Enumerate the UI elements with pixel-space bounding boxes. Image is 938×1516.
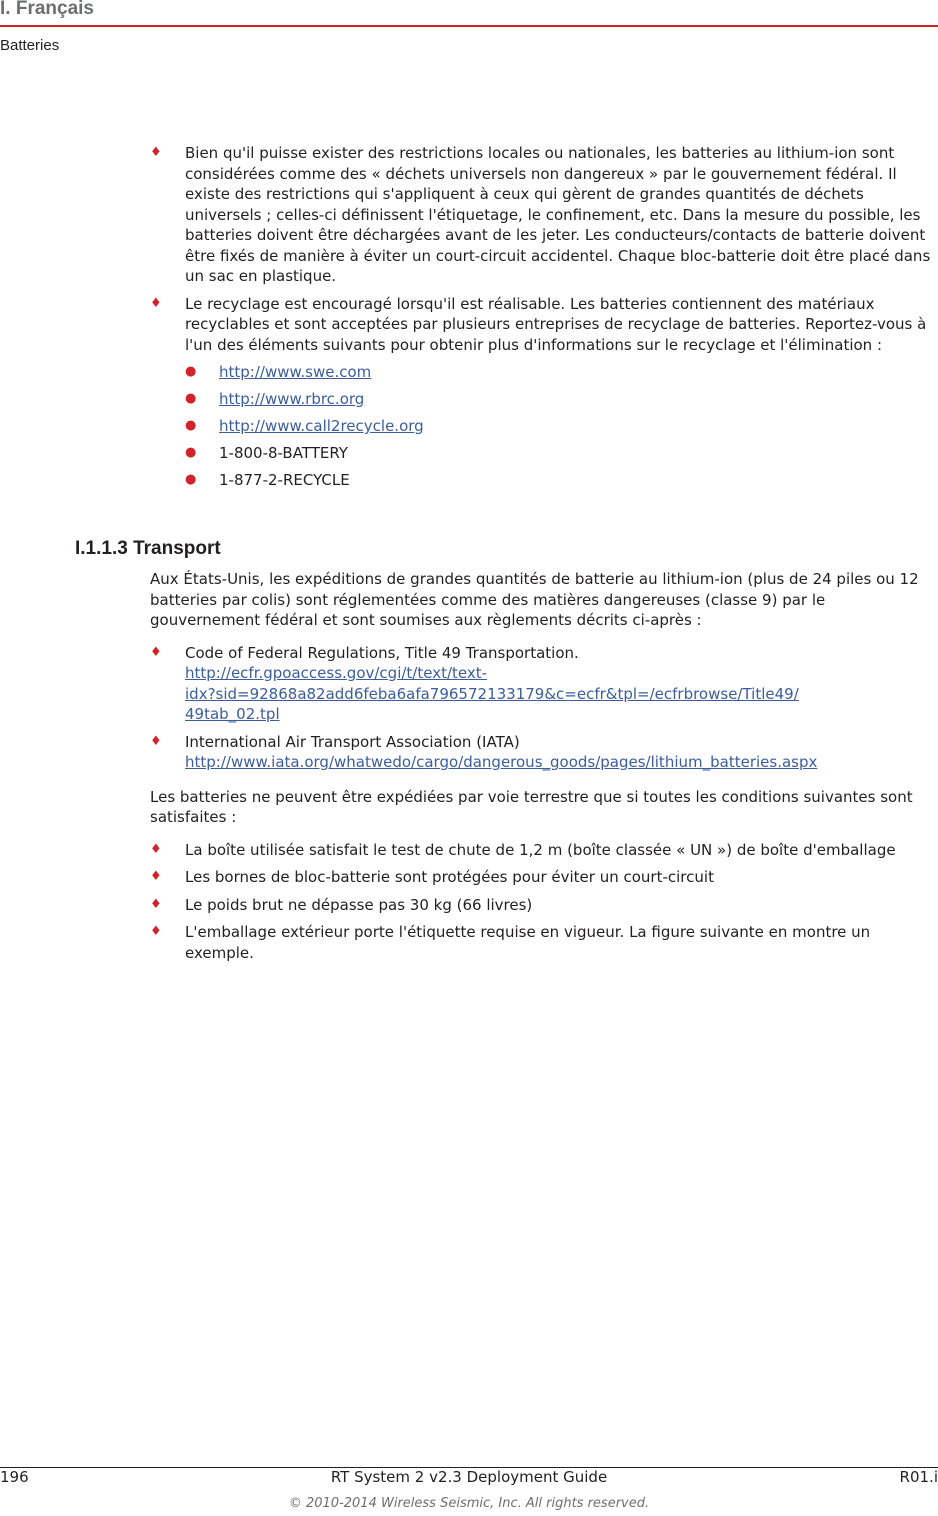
regulation-title: Code of Federal Regulations, Title 49 Transportation.	[185, 643, 579, 662]
red-dot-icon: ●	[185, 418, 197, 433]
resource-item	[185, 389, 938, 410]
resource-item	[185, 416, 938, 437]
revision: R01.i	[899, 1468, 938, 1486]
conditions-list	[150, 840, 938, 964]
red-dot-icon: ●	[185, 472, 197, 487]
conditions-intro: Les batteries ne peuvent être expédiées par voie terrestre que si toutes les conditions suivantes sont satisfaites :	[150, 787, 913, 826]
regulations-list	[150, 643, 938, 773]
list-item	[150, 895, 938, 916]
list-item-text: Bien qu'il puisse exister des restrictions locales ou nationales, les batteries au lithium-ion sont considérées comme des « déchets universels non dangereux » par le gouvernement fédéral. Il existe des restrictions qui s'appliquent à ceux qui gèrent de grandes quantités de déchets universels ; celles-ci définissent l'étiquetage, le confinement, etc. Dans la mesure du possible, les batteries doivent être déchargées avant de les jeter. Les conducteurs/contacts de batterie doivent être fixés de manière à éviter un court-circuit accidentel. Chaque bloc-batterie doit être placé dans un sac en plastique.	[185, 144, 931, 285]
list-item-text: Le recyclage est encouragé lorsqu'il est réalisable. Les batteries contiennent des matériaux recyclables et sont acceptées par plusieurs entreprises de recyclage de batteries. Reportez-vous à l'un des éléments suivants pour obtenir plus d'informations sur le recyclage et l'élimination :	[185, 294, 927, 354]
list-item	[150, 840, 938, 861]
red-dot-icon: ●	[185, 445, 197, 460]
resource-item	[185, 443, 938, 464]
red-diamond-icon: ♦	[150, 733, 162, 749]
regulation-title: International Air Transport Association (IATA)	[185, 732, 520, 751]
red-diamond-icon: ♦	[150, 644, 162, 660]
resource-item	[185, 470, 938, 491]
recycle-phone: 1-877-2-RECYCLE	[219, 471, 350, 489]
ecfr-link-line[interactable]: 49tab_02.tpl	[185, 705, 280, 723]
red-diamond-icon: ♦	[150, 295, 162, 311]
ecfr-link-line[interactable]: http://ecfr.gpoaccess.gov/cgi/t/text/text-	[185, 664, 488, 682]
condition-text: L'emballage extérieur porte l'étiquette requise en vigueur. La figure suivante en montre un exemple.	[185, 923, 871, 962]
list-item	[150, 922, 938, 963]
header-rule	[0, 25, 938, 27]
transport-heading: I.1.1.3 Transport	[75, 538, 221, 559]
red-diamond-icon: ♦	[150, 896, 162, 912]
disposal-list	[150, 143, 938, 491]
red-dot-icon: ●	[185, 391, 197, 406]
condition-text: La boîte utilisée satisfait le test de chute de 1,2 m (boîte classée « UN ») de boîte d'emballage	[185, 840, 896, 859]
swe-link[interactable]: http://www.swe.com	[219, 363, 372, 381]
transport-block	[150, 569, 938, 970]
resource-item	[185, 362, 938, 383]
list-item	[150, 294, 938, 491]
section-title: Batteries	[0, 37, 60, 54]
condition-text: Les bornes de bloc-batterie sont protégées pour éviter un court-circuit	[185, 868, 714, 886]
red-diamond-icon: ♦	[150, 841, 162, 857]
ecfr-link-line[interactable]: idx?sid=92868a82add6feba6afa796572133179&c=ecfr&tpl=/ecfrbrowse/Title49/	[185, 684, 799, 703]
chapter-title: I. Français	[0, 0, 94, 19]
disposal-block	[150, 143, 938, 498]
list-item	[150, 867, 938, 888]
transport-intro: Aux États-Unis, les expéditions de grandes quantités de batterie au lithium-ion (plus de 24 piles ou 12 batteries par colis) sont réglementées comme des matières dangereuses (classe 9) par le gouvernement fédéral et sont soumises aux règlements décrits ci-après :	[150, 570, 919, 629]
list-item	[150, 643, 938, 725]
recycling-resource-list	[185, 362, 938, 491]
list-item	[150, 732, 938, 773]
page-number: 196	[0, 1468, 29, 1486]
red-diamond-icon: ♦	[150, 145, 162, 160]
iata-link[interactable]: http://www.iata.org/whatwedo/cargo/dangerous_goods/pages/lithium_batteries.aspx	[185, 753, 818, 771]
rbrc-link[interactable]: http://www.rbrc.org	[219, 390, 365, 408]
red-diamond-icon: ♦	[150, 869, 162, 884]
list-item	[150, 143, 938, 287]
red-dot-icon: ●	[185, 364, 197, 379]
copyright: © 2010-2014 Wireless Seismic, Inc. All rights reserved.	[288, 1496, 650, 1511]
battery-phone: 1-800-8-BATTERY	[219, 444, 348, 462]
red-diamond-icon: ♦	[150, 924, 162, 939]
call2recycle-link[interactable]: http://www.call2recycle.org	[219, 417, 424, 435]
guide-title: RT System 2 v2.3 Deployment Guide	[330, 1468, 608, 1486]
condition-text: Le poids brut ne dépasse pas 30 kg (66 livres)	[185, 895, 533, 914]
